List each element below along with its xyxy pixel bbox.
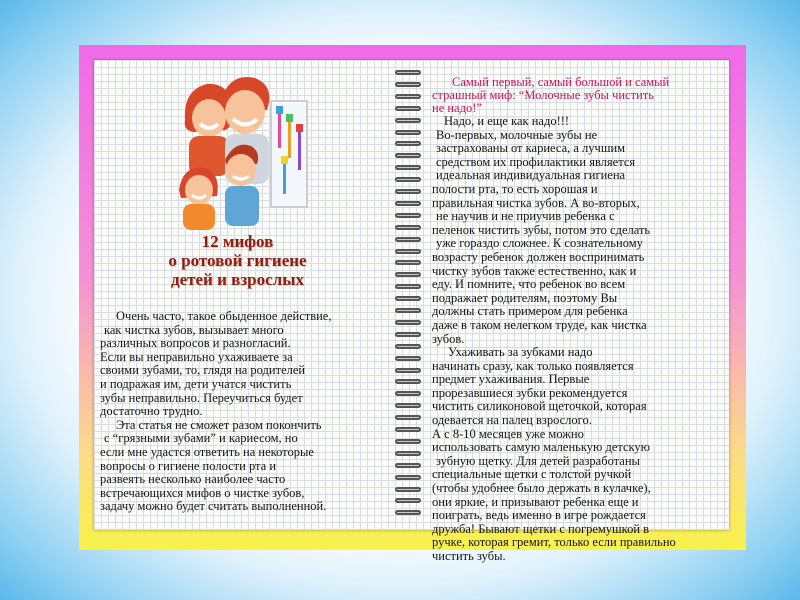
text-line: правильная чистка зубов. А во-вторых, — [432, 195, 640, 210]
spiral-ring — [395, 487, 421, 492]
girl-figure — [179, 167, 218, 230]
spiral-ring — [395, 284, 421, 289]
text-line: (чтобы удобнее было держать в кулачке), — [432, 481, 651, 496]
text-line: ручке, которая гремит, только если правильно — [432, 535, 676, 550]
text-line: и подражая им, дети учатся чистить — [100, 376, 292, 391]
spiral-ring — [395, 225, 421, 230]
spiral-ring — [395, 510, 421, 515]
spiral-ring — [395, 332, 421, 337]
text-line: чистку зубов также естественно, как и — [432, 263, 637, 278]
text-line: Ухаживать за зубками надо — [448, 345, 593, 360]
spiral-ring — [395, 379, 421, 384]
spiral-ring — [395, 391, 421, 396]
spiral-ring — [395, 189, 421, 194]
spiral-ring — [395, 463, 421, 468]
text-line: если мне удастся ответить на некоторые — [100, 444, 314, 459]
page-title — [150, 232, 325, 289]
left-page-text — [100, 310, 395, 514]
toothbrush-holder — [270, 100, 308, 208]
spiral-ring — [395, 70, 421, 75]
spiral-ring — [395, 177, 421, 182]
text-line: даже в таком нелегком труде, как чистка — [432, 317, 647, 332]
spiral-ring — [395, 141, 421, 146]
text-line: с “грязными зубами” и кариесом, но — [104, 431, 298, 446]
spiral-ring — [395, 451, 421, 456]
text-line: не научив и не приучив ребенка с — [436, 209, 615, 224]
title-line: о ротовой гигиене — [168, 251, 307, 270]
text-line: задачу можно будет считать выполненной. — [100, 499, 327, 514]
text-line: дружба! Бывают щетки с погремушкой в — [432, 521, 650, 536]
text-line: начинать сразу, как только появляется — [432, 358, 634, 373]
text-line: Если вы неправильно ухаживаете за — [100, 349, 293, 364]
spiral-ring — [395, 106, 421, 111]
spiral-ring — [395, 320, 421, 325]
text-line: Очень часто, такое обыденное действие, — [116, 309, 332, 323]
myth-title-line: не надо!” — [432, 101, 482, 115]
text-line: чистить зубы. — [432, 549, 506, 563]
spiral-ring — [395, 439, 421, 444]
text-line: полости рта, то есть хорошая и — [432, 181, 598, 196]
spiral-ring — [395, 368, 421, 373]
text-line: встречающихся мифов о чистке зубов, — [100, 485, 305, 500]
spiral-ring — [395, 308, 421, 313]
text-line: предмет ухаживания. Первые — [432, 372, 590, 387]
text-line: чистить силиконовой щеточкой, которая — [432, 399, 647, 414]
text-line: еду. И помните, что ребенок во всем — [432, 277, 626, 292]
spiral-ring — [395, 475, 421, 480]
text-line: Во-первых, молочные зубы не — [436, 127, 598, 142]
text-line: застрахованы от кариеса, а лучшим — [436, 141, 626, 156]
text-line: средством их профилактики является — [436, 154, 636, 169]
spiral-ring — [395, 415, 421, 420]
title-line: 12 мифов — [201, 232, 274, 251]
spiral-ring — [395, 260, 421, 265]
spiral-ring — [395, 94, 421, 99]
text-line: использовать самую маленькую детскую — [432, 440, 651, 455]
spiral-ring — [395, 272, 421, 277]
text-line: Эта статья не сможет разом покончить — [116, 417, 322, 432]
text-line: достаточно трудно. — [100, 404, 203, 419]
spiral-ring — [395, 213, 421, 218]
text-line: как чистка зубов, вызывает много — [104, 322, 284, 337]
right-page-text — [432, 76, 722, 564]
text-line: развеять несколько наиболее часто — [100, 472, 286, 487]
text-line: различных вопросов и разногласий. — [100, 336, 291, 351]
text-line: одевается на палец взрослого. — [432, 413, 592, 428]
text-line: вопросы о гигиене полости рта и — [100, 458, 277, 473]
spiral-ring — [395, 82, 421, 87]
spiral-ring — [395, 130, 421, 135]
myth-title-line: страшный миф: “Молочные зубы чистить — [432, 88, 654, 102]
spiral-ring — [395, 356, 421, 361]
myth-title — [432, 76, 722, 115]
text-line: своими зубами, то, глядя на родителей — [100, 363, 306, 378]
spiral-ring — [395, 165, 421, 170]
spiral-ring — [395, 237, 421, 242]
text-line: прорезавшиеся зубки рекомендуется — [432, 385, 628, 400]
text-line: зубов. — [432, 331, 465, 346]
text-line: зубы неправильно. Переучиться будет — [100, 390, 303, 405]
text-line: идеальная индивидуальная гигиена — [436, 168, 626, 183]
text-line: поиграть, ведь именно в игре рождается — [432, 508, 646, 523]
spiral-ring — [395, 498, 421, 503]
spiral-ring — [395, 118, 421, 123]
boy-figure — [225, 145, 259, 226]
toothbrushes-icon — [272, 102, 306, 206]
text-line: должны стать примером для ребенка — [432, 304, 628, 319]
text-line: возрасту ребенок должен воспринимать — [432, 249, 645, 264]
text-line: подражает родителям, поэтому Вы — [432, 290, 618, 305]
spiral-ring — [395, 153, 421, 158]
text-line: они яркие, и призывают ребенка еще и — [432, 494, 639, 509]
spiral-ring — [395, 427, 421, 432]
spiral-ring — [395, 296, 421, 301]
text-line: Надо, и еще как надо!!! — [444, 114, 570, 128]
text-line: уже гораздо сложнее. К сознательному — [436, 236, 643, 251]
text-line: зубную щетку. Для детей разработаны — [436, 453, 640, 468]
spiral-binding — [395, 70, 425, 525]
text-line: специальные щетки с толстой ручкой — [432, 467, 632, 482]
text-line: А с 8-10 месяцев уже можно — [432, 426, 584, 441]
text-line: пеленок чистить зубы, потом это сделать — [432, 222, 651, 237]
spiral-ring — [395, 249, 421, 254]
spiral-ring — [395, 201, 421, 206]
title-line: детей и взрослых — [171, 270, 304, 289]
spiral-ring — [395, 403, 421, 408]
myth-title-line: Самый первый, самый большой и самый — [452, 75, 670, 89]
spiral-ring — [395, 344, 421, 349]
